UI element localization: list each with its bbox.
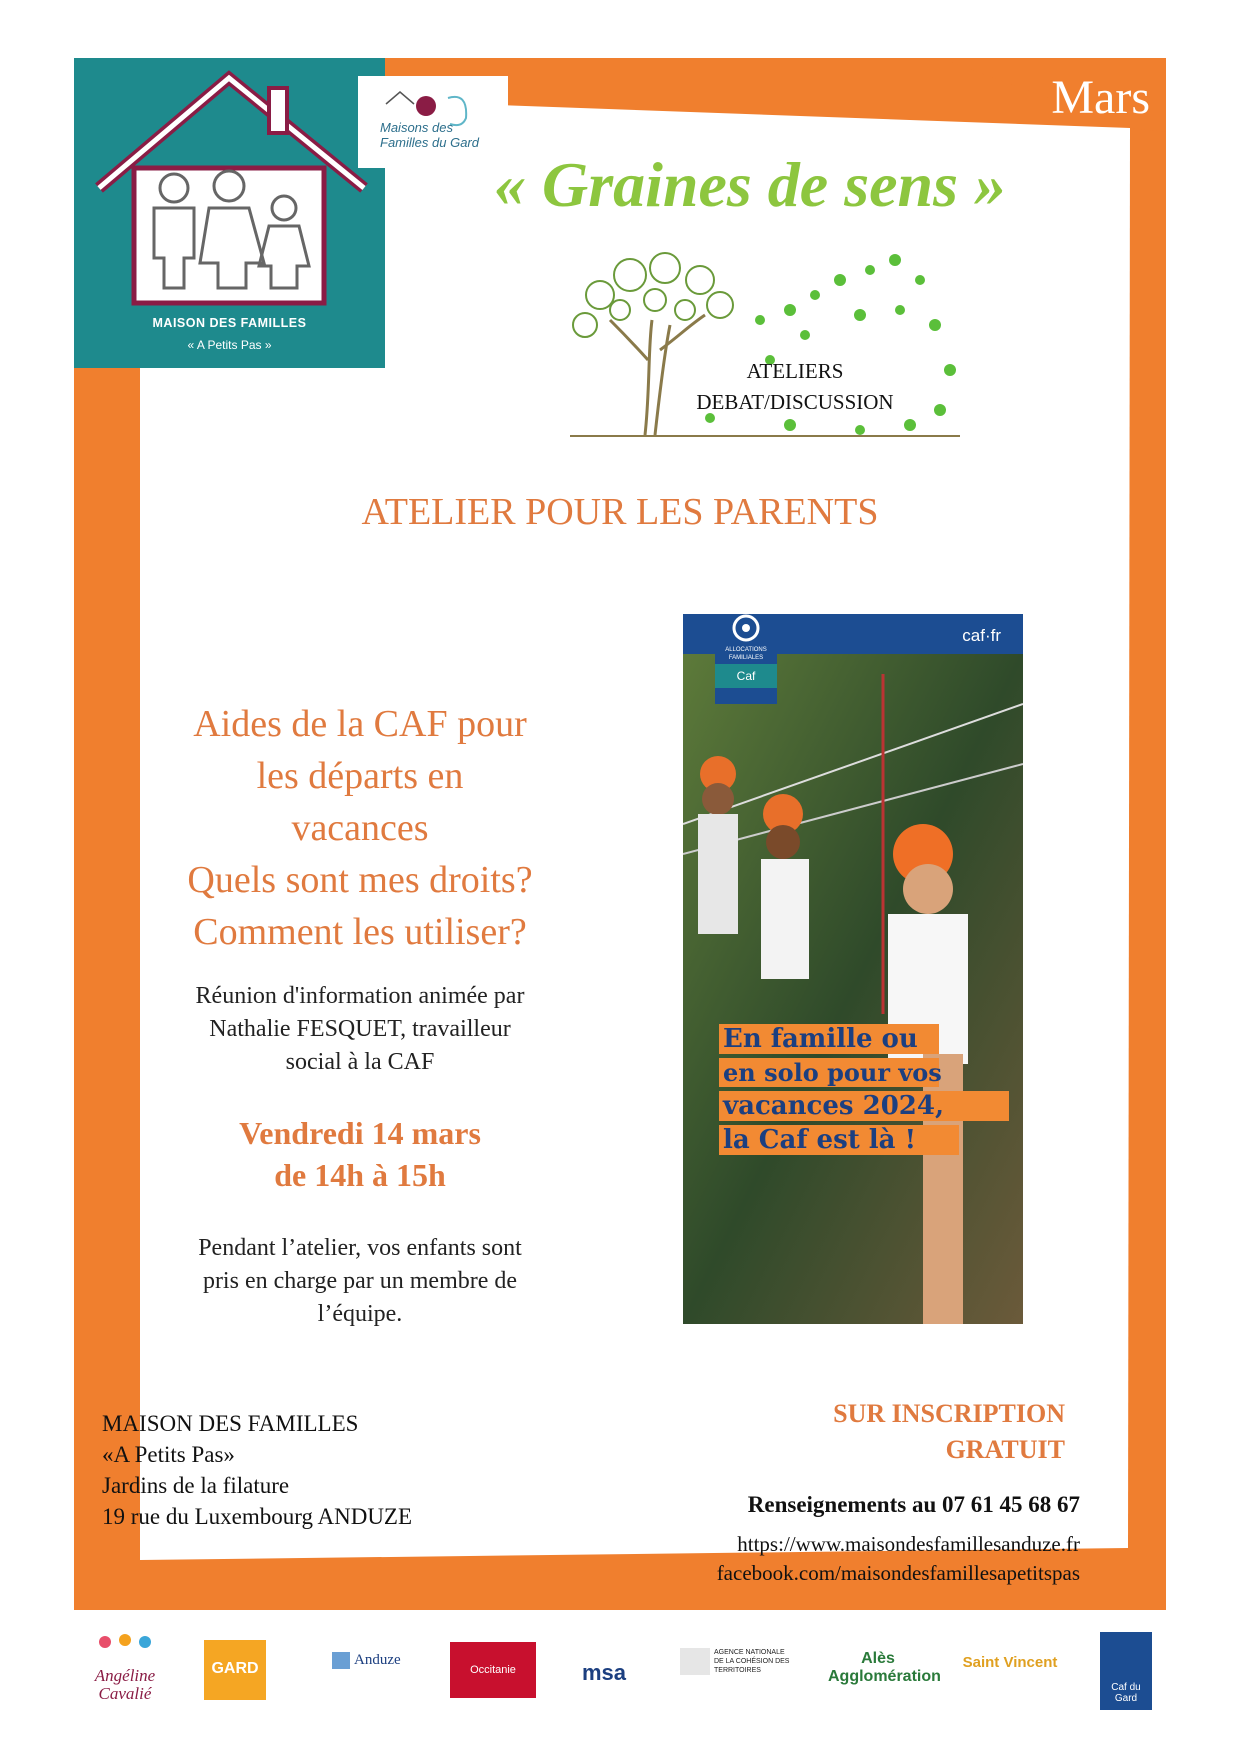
caf-emblem-icon <box>715 614 777 646</box>
partner-4-label: Occitanie <box>470 1664 516 1676</box>
address-line2: «A Petits Pas» <box>102 1442 235 1467</box>
partner-3-label: Anduze <box>332 1652 432 1669</box>
address-line3: Jardins de la filature <box>102 1473 290 1498</box>
tree-illustration <box>560 240 980 450</box>
phone-info: Renseignements au 07 61 45 68 67 <box>747 1492 1080 1517</box>
partner-anduze-logo <box>332 1652 432 1732</box>
partner-saint-vincent-logo <box>960 1654 1060 1734</box>
month-label: Mars <box>1051 71 1150 124</box>
logo-caption: MAISON DES FAMILLES <box>152 316 307 330</box>
ateliers-label <box>640 356 950 418</box>
page-title: « Graines de sens » <box>493 149 1007 220</box>
info-line1: Réunion d'information animée par <box>195 983 525 1009</box>
partner-msa-logo <box>582 1660 642 1740</box>
partner-1-label: Angéline Cavalié <box>94 1666 156 1703</box>
date-line2: de 14h à 15h <box>274 1157 446 1193</box>
network-logo-line2: Familles du Gard <box>380 135 479 150</box>
caf-poster-image <box>683 614 1023 1324</box>
address-line4: 19 rue du Luxembourg ANDUZE <box>102 1504 413 1529</box>
kids-line3: l’équipe. <box>317 1301 403 1327</box>
kids-line2: pris en charge par un membre de <box>202 1268 518 1294</box>
maison-des-familles-logo <box>74 58 385 368</box>
partner-gard-logo <box>204 1640 266 1700</box>
heading-line4: Quels sont mes droits? <box>187 859 533 901</box>
slogan-line4: la Caf est là ! <box>719 1125 959 1155</box>
address-block <box>102 1408 412 1532</box>
house-family-icon <box>74 58 385 308</box>
registration-note <box>760 1396 1065 1468</box>
kids-line1: Pendant l’atelier, vos enfants sont <box>198 1235 522 1261</box>
caf-logo <box>715 614 777 704</box>
poster-slogan <box>719 1024 1017 1159</box>
partner-9-label: Caf du Gard <box>1111 1682 1141 1704</box>
heading-line2: les départs en <box>256 755 464 797</box>
partner-5-label: msa <box>582 1660 627 1685</box>
partner-caf-gard-logo <box>1100 1632 1152 1710</box>
info-line3: social à la CAF <box>285 1049 435 1075</box>
partner-logos <box>80 1632 1160 1722</box>
event-date <box>130 1112 590 1196</box>
meeting-info <box>130 980 590 1079</box>
date-line1: Vendredi 14 mars <box>239 1115 481 1151</box>
caf-logo-word: Caf <box>715 664 777 688</box>
heading-line5: Comment les utiliser? <box>193 911 527 953</box>
slogan-line2: en solo pour vos <box>719 1058 939 1087</box>
partner-2-label: GARD <box>211 1660 259 1677</box>
people-icon <box>80 1632 170 1662</box>
caf-site-label: caf·fr <box>962 626 1001 645</box>
partner-ales-logo <box>828 1650 941 1730</box>
inscription-line1: SUR INSCRIPTION <box>833 1399 1065 1428</box>
slogan-line3: vacances 2024, <box>719 1091 1009 1121</box>
inscription-line2: GRATUIT <box>945 1435 1065 1464</box>
heading-line3: vacances <box>291 807 429 849</box>
partner-angeline-cavalie-logo <box>80 1632 170 1712</box>
partner-7-label: Alès Agglomération <box>828 1650 941 1685</box>
partner-8-label: Saint Vincent <box>962 1654 1058 1671</box>
partner-occitanie-logo <box>450 1642 536 1698</box>
workshop-heading <box>130 698 590 958</box>
network-logo-line1: Maisons des <box>380 120 453 135</box>
caf-logo-text: ALLOCATIONS FAMILIALES <box>725 647 767 661</box>
web-links <box>620 1530 1080 1588</box>
ateliers-line1: ATELIERS <box>746 359 844 383</box>
logo-subcaption: « A Petits Pas » <box>187 338 272 352</box>
slogan-line1: En famille ou <box>719 1024 939 1054</box>
childcare-note <box>130 1232 590 1331</box>
website-link[interactable]: https://www.maisondesfamillesanduze.fr <box>737 1532 1080 1556</box>
partner-anct-logo <box>680 1648 790 1728</box>
address-line1: MAISON DES FAMILLES <box>102 1411 359 1436</box>
poster-photo <box>683 614 1023 1324</box>
partner-6-label: AGENCE NATIONALE DE LA COHÉSION DES TERRITOIRES <box>680 1648 790 1675</box>
info-line2: Nathalie FESQUET, travailleur <box>209 1016 511 1042</box>
section-subtitle: ATELIER POUR LES PARENTS <box>361 491 879 533</box>
heading-line1: Aides de la CAF pour <box>193 703 527 745</box>
facebook-link[interactable]: facebook.com/maisondesfamillesapetitspas <box>716 1561 1080 1585</box>
ateliers-line2: DEBAT/DISCUSSION <box>696 390 894 414</box>
